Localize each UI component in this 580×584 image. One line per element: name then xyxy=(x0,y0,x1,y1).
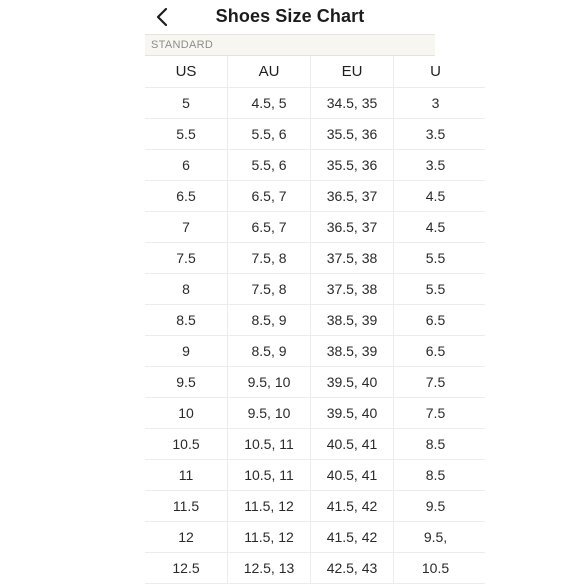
table-cell-eu: 41.5, 42 xyxy=(311,522,394,552)
table-cell-us: 12 xyxy=(145,522,228,552)
table-cell-uk: 4.5 xyxy=(425,188,446,204)
section-header xyxy=(145,34,435,56)
table-cell-au: 8.5, 9 xyxy=(228,305,311,335)
table-cell-eu: 34.5, 35 xyxy=(311,88,394,118)
table-cell-au: 6.5, 7 xyxy=(228,181,311,211)
table-cell-au: 4.5, 5 xyxy=(228,88,311,118)
column-header-eu: EU xyxy=(311,56,394,87)
table-cell-uk: 5.5 xyxy=(425,250,446,266)
table-row xyxy=(145,305,485,336)
table-cell-eu: 40.5, 41 xyxy=(311,429,394,459)
table-cell-uk: 6.5 xyxy=(425,343,446,359)
table-cell-us: 9.5 xyxy=(145,367,228,397)
table-cell-us: 8 xyxy=(145,274,228,304)
table-row xyxy=(145,119,485,150)
table-cell-eu: 42.5, 43 xyxy=(311,553,394,583)
table-header-row xyxy=(145,56,485,88)
size-table-scroll[interactable] xyxy=(145,56,450,580)
table-cell-au: 10.5, 11 xyxy=(228,460,311,490)
app-screen xyxy=(145,0,450,580)
column-header-au: AU xyxy=(228,56,311,87)
column-header-uk: U xyxy=(430,63,441,80)
header-bar xyxy=(145,0,435,34)
table-row xyxy=(145,367,485,398)
table-cell-au: 10.5, 11 xyxy=(228,429,311,459)
table-cell-us: 5 xyxy=(145,88,228,118)
table-cell-uk: 7.5 xyxy=(425,405,446,421)
table-row xyxy=(145,274,485,305)
table-cell-eu: 37.5, 38 xyxy=(311,243,394,273)
table-row xyxy=(145,398,485,429)
table-cell-eu: 39.5, 40 xyxy=(311,367,394,397)
table-cell-au: 11.5, 12 xyxy=(228,522,311,552)
column-header-us: US xyxy=(145,56,228,87)
table-cell-uk: 3.5 xyxy=(425,157,446,173)
table-cell-us: 9 xyxy=(145,336,228,366)
table-cell-au: 9.5, 10 xyxy=(228,398,311,428)
table-row xyxy=(145,553,485,584)
table-cell-us: 7 xyxy=(145,212,228,242)
size-table xyxy=(145,56,485,584)
table-cell-eu: 35.5, 36 xyxy=(311,150,394,180)
table-cell-eu: 38.5, 39 xyxy=(311,305,394,335)
table-row xyxy=(145,212,485,243)
table-cell-us: 7.5 xyxy=(145,243,228,273)
table-row xyxy=(145,243,485,274)
table-cell-au: 9.5, 10 xyxy=(228,367,311,397)
table-row xyxy=(145,150,485,181)
table-cell-us: 10 xyxy=(145,398,228,428)
table-cell-au: 5.5, 6 xyxy=(228,119,311,149)
table-cell-uk: 8.5 xyxy=(425,467,446,483)
table-cell-au: 12.5, 13 xyxy=(228,553,311,583)
table-row xyxy=(145,88,485,119)
table-cell-uk: 3 xyxy=(431,95,440,111)
section-label: STANDARD xyxy=(151,39,214,51)
table-cell-au: 5.5, 6 xyxy=(228,150,311,180)
table-cell-au: 7.5, 8 xyxy=(228,274,311,304)
table-cell-eu: 41.5, 42 xyxy=(311,491,394,521)
page-title: Shoes Size Chart xyxy=(215,6,365,26)
table-cell-us: 10.5 xyxy=(145,429,228,459)
table-cell-uk: 6.5 xyxy=(425,312,446,328)
table-cell-eu: 38.5, 39 xyxy=(311,336,394,366)
table-row xyxy=(145,491,485,522)
table-cell-us: 6.5 xyxy=(145,181,228,211)
table-cell-us: 8.5 xyxy=(145,305,228,335)
table-cell-uk: 4.5 xyxy=(425,219,446,235)
table-cell-uk: 9.5, xyxy=(423,529,448,545)
table-cell-au: 7.5, 8 xyxy=(228,243,311,273)
table-cell-us: 5.5 xyxy=(145,119,228,149)
table-cell-eu: 40.5, 41 xyxy=(311,460,394,490)
table-cell-uk: 5.5 xyxy=(425,281,446,297)
table-row xyxy=(145,181,485,212)
table-row xyxy=(145,460,485,491)
table-cell-uk: 8.5 xyxy=(425,436,446,452)
table-cell-us: 11 xyxy=(145,460,228,490)
table-cell-au: 8.5, 9 xyxy=(228,336,311,366)
table-cell-eu: 36.5, 37 xyxy=(311,212,394,242)
table-cell-au: 11.5, 12 xyxy=(228,491,311,521)
table-cell-eu: 37.5, 38 xyxy=(311,274,394,304)
table-cell-us: 12.5 xyxy=(145,553,228,583)
table-cell-uk: 10.5 xyxy=(421,560,450,576)
table-cell-au: 6.5, 7 xyxy=(228,212,311,242)
table-row xyxy=(145,522,485,553)
table-cell-uk: 3.5 xyxy=(425,126,446,142)
table-cell-eu: 39.5, 40 xyxy=(311,398,394,428)
table-cell-eu: 36.5, 37 xyxy=(311,181,394,211)
table-cell-uk: 7.5 xyxy=(425,374,446,390)
table-row xyxy=(145,429,485,460)
table-cell-us: 11.5 xyxy=(145,491,228,521)
table-cell-us: 6 xyxy=(145,150,228,180)
table-body xyxy=(145,88,485,584)
table-row xyxy=(145,336,485,367)
table-cell-uk: 9.5 xyxy=(425,498,446,514)
table-cell-eu: 35.5, 36 xyxy=(311,119,394,149)
